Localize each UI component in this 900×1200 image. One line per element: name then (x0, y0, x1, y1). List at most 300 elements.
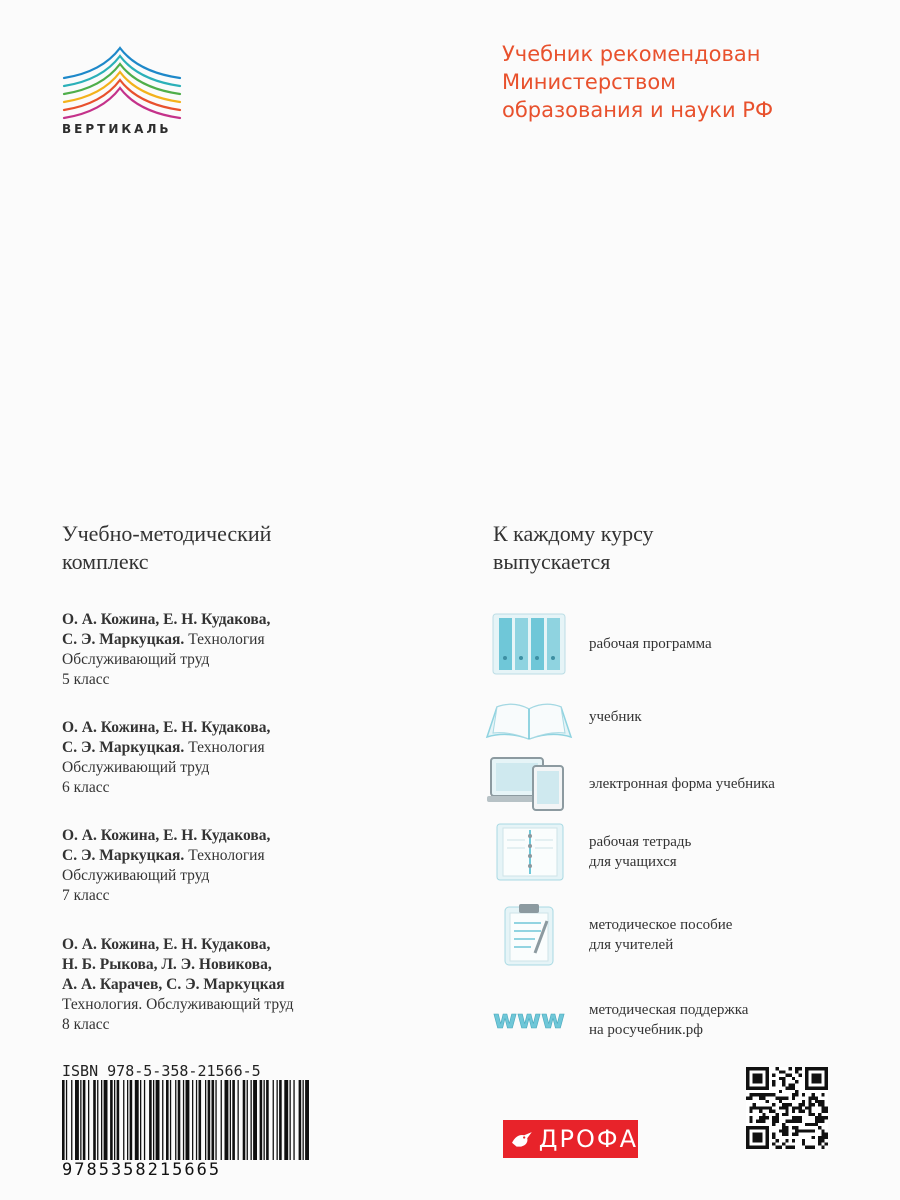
qr-module (776, 1113, 779, 1116)
barcode-bar (230, 1080, 231, 1160)
qr-module (821, 1106, 824, 1109)
qr-module (749, 1110, 752, 1113)
qr-module (798, 1103, 801, 1106)
qr-module (812, 1136, 815, 1139)
qr-module (753, 1093, 756, 1096)
qr-module (772, 1083, 775, 1086)
qr-module (812, 1074, 822, 1084)
product-label-line: на росучебник.рф (589, 1022, 703, 1038)
qr-module (808, 1113, 811, 1116)
qr-module (795, 1116, 798, 1119)
qr-module (818, 1139, 821, 1142)
qr-module (825, 1133, 828, 1136)
qr-module (769, 1093, 772, 1096)
qr-module (795, 1126, 798, 1129)
barcode-bar (284, 1080, 288, 1160)
qr-module (825, 1116, 828, 1119)
vertikal-logo-text: ВЕРТИКАЛЬ (62, 122, 172, 136)
qr-module (795, 1070, 798, 1073)
qr-module (825, 1142, 828, 1145)
barcode-bar (66, 1080, 67, 1160)
binders-icon (483, 612, 575, 676)
barcode-bar (303, 1080, 304, 1160)
product-label: электронная форма учебника (589, 776, 775, 792)
barcode-bar (212, 1080, 215, 1160)
qr-module (785, 1103, 788, 1106)
barcode-bar (83, 1080, 86, 1160)
qr-module (772, 1142, 775, 1145)
course-grade: 6 класс (62, 779, 110, 796)
qr-module (821, 1129, 824, 1132)
course-subject: Технология (188, 847, 265, 864)
product-online-support (483, 988, 843, 1052)
course-grade-6 (62, 718, 270, 798)
qr-module (779, 1077, 782, 1080)
qr-module (769, 1110, 772, 1113)
course-grade-5 (62, 610, 270, 690)
qr-module (749, 1116, 752, 1119)
qr-module (772, 1103, 775, 1106)
qr-module (759, 1093, 762, 1096)
publisher-name: ДРОФА (538, 1125, 638, 1153)
bird-icon (509, 1122, 535, 1156)
qr-module (815, 1119, 818, 1122)
qr-module (779, 1070, 782, 1073)
barcode-bar (80, 1080, 81, 1160)
qr-module (785, 1097, 788, 1100)
qr-module (789, 1119, 792, 1122)
qr-module (785, 1106, 788, 1109)
www-icon-text: www (492, 1005, 566, 1035)
qr-module (772, 1074, 775, 1077)
qr-module (756, 1119, 759, 1122)
barcode-bar (277, 1080, 278, 1160)
qr-module (802, 1129, 805, 1132)
barcode-bar (205, 1080, 206, 1160)
qr-module (753, 1106, 756, 1109)
barcode-bar (127, 1080, 128, 1160)
qr-module (818, 1113, 821, 1116)
course-subtitle: Технология. Обслуживающий труд (62, 996, 294, 1013)
qr-module (795, 1090, 798, 1093)
barcode-bar (153, 1080, 154, 1160)
isbn-label: ISBN 978-5-358-21566-5 (62, 1062, 261, 1080)
recommendation-line: Учебник рекомендован (502, 42, 761, 66)
qr-module (789, 1146, 792, 1149)
qr-module (792, 1106, 795, 1109)
qr-module (821, 1139, 824, 1142)
barcode-bar (71, 1080, 72, 1160)
qr-module (818, 1103, 821, 1106)
qr-module (805, 1106, 808, 1109)
barcode-bar (243, 1080, 246, 1160)
recommendation-line: образования и науки РФ (502, 98, 774, 122)
qr-module (785, 1133, 788, 1136)
qr-module (821, 1119, 824, 1122)
umk-title-line: Учебно-методический (62, 521, 272, 546)
qr-module (812, 1123, 815, 1126)
product-e-textbook (483, 752, 843, 816)
qr-module (753, 1074, 763, 1084)
barcode-bar (75, 1080, 79, 1160)
qr-module (756, 1106, 759, 1109)
qr-module (762, 1113, 765, 1116)
qr-module (798, 1067, 801, 1070)
barcode-bar (251, 1080, 252, 1160)
qr-module (815, 1123, 818, 1126)
qr-module (762, 1093, 765, 1096)
qr-module (808, 1110, 811, 1113)
product-teacher-guide (483, 903, 843, 967)
course-authors: Н. Б. Рыкова, Л. Э. Новикова, (62, 956, 272, 973)
qr-module (785, 1126, 788, 1129)
qr-module (782, 1133, 785, 1136)
qr-module (782, 1142, 785, 1145)
qr-module (779, 1097, 782, 1100)
barcode-bar (305, 1080, 309, 1160)
qr-module (798, 1129, 801, 1132)
qr-module (812, 1097, 815, 1100)
course-subject: Технология (188, 631, 265, 648)
qr-module (789, 1083, 792, 1086)
qr-code-icon (746, 1067, 828, 1149)
barcode-bar (221, 1080, 222, 1160)
qr-module (772, 1080, 775, 1083)
course-grade: 7 класс (62, 887, 110, 904)
barcode-bar (62, 1080, 65, 1160)
qr-module (759, 1119, 762, 1122)
qr-module (772, 1093, 775, 1096)
qr-module (805, 1123, 808, 1126)
qr-module (815, 1097, 818, 1100)
qr-module (798, 1116, 801, 1119)
barcode-bar (266, 1080, 269, 1160)
qr-module (792, 1139, 795, 1142)
qr-module (818, 1136, 821, 1139)
qr-module (759, 1106, 762, 1109)
qr-module (818, 1116, 821, 1119)
product-label (589, 915, 732, 955)
qr-module (782, 1113, 785, 1116)
product-label (589, 832, 691, 872)
qr-module (821, 1133, 824, 1136)
barcode-bar (149, 1080, 152, 1160)
qr-module (821, 1093, 824, 1096)
qr-module (785, 1119, 788, 1122)
qr-module (789, 1103, 792, 1106)
qr-module (782, 1123, 785, 1126)
qr-module (779, 1129, 782, 1132)
qr-module (802, 1103, 805, 1106)
product-label: рабочая программа (589, 636, 712, 652)
barcode-bar (110, 1080, 113, 1160)
qr-module (798, 1119, 801, 1122)
umk-title-line: комплекс (62, 549, 149, 574)
qr-module (825, 1106, 828, 1109)
qr-module (795, 1133, 798, 1136)
qr-module (772, 1123, 775, 1126)
barcode-bar (162, 1080, 163, 1160)
qr-module (792, 1133, 795, 1136)
qr-module (812, 1113, 815, 1116)
www-icon (483, 988, 575, 1052)
course-authors: С. Э. Маркуцкая. (62, 847, 185, 864)
qr-module (792, 1126, 795, 1129)
qr-module (795, 1067, 798, 1070)
qr-module (808, 1103, 811, 1106)
qr-module (779, 1106, 782, 1109)
barcode-bar (156, 1080, 160, 1160)
course-authors: О. А. Кожина, Е. Н. Кудакова, (62, 719, 271, 736)
qr-module (792, 1093, 795, 1096)
qr-module (782, 1129, 785, 1132)
qr-module (795, 1093, 798, 1096)
qr-module (805, 1129, 808, 1132)
qr-module (785, 1139, 788, 1142)
qr-module (808, 1123, 811, 1126)
qr-module (749, 1093, 752, 1096)
course-authors: О. А. Кожина, Е. Н. Кудакова, (62, 827, 271, 844)
qr-module (798, 1074, 801, 1077)
qr-module (749, 1097, 752, 1100)
qr-module (782, 1103, 785, 1106)
qr-module (772, 1133, 775, 1136)
course-subject: Технология (188, 739, 265, 756)
product-label: учебник (589, 709, 642, 725)
qr-module (785, 1113, 788, 1116)
barcode-bar (101, 1080, 102, 1160)
barcode-bar (192, 1080, 193, 1160)
barcode-bar (166, 1080, 169, 1160)
qr-module (779, 1146, 782, 1149)
qr-module (776, 1139, 779, 1142)
qr-module (766, 1106, 769, 1109)
qr-module (759, 1110, 762, 1113)
barcode-bar (293, 1080, 294, 1160)
qr-module (821, 1136, 824, 1139)
qr-module (812, 1103, 815, 1106)
publisher-logo (503, 1120, 638, 1158)
qr-module (808, 1129, 811, 1132)
qr-module (792, 1097, 795, 1100)
qr-module (798, 1110, 801, 1113)
barcode-bar (104, 1080, 108, 1160)
qr-module (776, 1146, 779, 1149)
barcode-bar (130, 1080, 133, 1160)
qr-module (762, 1119, 765, 1122)
product-label-line: рабочая тетрадь (589, 834, 692, 850)
barcode-bar (208, 1080, 211, 1160)
qr-module (789, 1087, 792, 1090)
qr-module (812, 1129, 815, 1132)
barcode-bar (123, 1080, 124, 1160)
course-grade: 5 класс (62, 671, 110, 688)
qr-module (776, 1119, 779, 1122)
barcode-bar (135, 1080, 139, 1160)
barcode-bar (186, 1080, 190, 1160)
qr-module (782, 1106, 785, 1109)
qr-module (782, 1077, 785, 1080)
barcode-bar (144, 1080, 145, 1160)
product-label-line: для учителей (589, 937, 674, 953)
qr-module (802, 1142, 805, 1145)
devices-icon (483, 752, 575, 816)
qr-module (792, 1146, 795, 1149)
barcode-bar (290, 1080, 291, 1160)
qr-module (818, 1100, 821, 1103)
barcode-bar (279, 1080, 282, 1160)
qr-module (795, 1129, 798, 1132)
qr-module (762, 1116, 765, 1119)
qr-module (776, 1067, 779, 1070)
barcode-bar (175, 1080, 176, 1160)
qr-module (769, 1106, 772, 1109)
qr-module (779, 1090, 782, 1093)
qr-module (792, 1110, 795, 1113)
qr-module (782, 1080, 785, 1083)
qr-module (749, 1119, 752, 1122)
qr-module (802, 1139, 805, 1142)
barcode-bar (253, 1080, 257, 1160)
ministry-recommendation (502, 40, 773, 124)
qr-module (762, 1106, 765, 1109)
qr-module (779, 1100, 782, 1103)
qr-module (766, 1093, 769, 1096)
qr-module (753, 1133, 763, 1143)
qr-module (812, 1146, 815, 1149)
qr-module (795, 1119, 798, 1122)
qr-module (772, 1116, 775, 1119)
qr-module (821, 1116, 824, 1119)
barcode-bar (178, 1080, 181, 1160)
barcode-bar (273, 1080, 274, 1160)
qr-module (772, 1110, 775, 1113)
barcode-bar (260, 1080, 263, 1160)
course-grade: 8 класс (62, 1016, 110, 1033)
qr-module (766, 1116, 769, 1119)
barcode-bar (170, 1080, 171, 1160)
barcode-bar (238, 1080, 239, 1160)
qr-module (821, 1103, 824, 1106)
barcode-bar (97, 1080, 98, 1160)
barcode-bar (196, 1080, 197, 1160)
qr-module (785, 1074, 788, 1077)
workbook-icon (483, 820, 575, 884)
product-label-line: методическое пособие (589, 917, 733, 933)
qr-module (792, 1119, 795, 1122)
product-label (589, 1000, 748, 1040)
barcode-bar (117, 1080, 120, 1160)
qr-module (776, 1116, 779, 1119)
barcode-bar (215, 1080, 216, 1160)
qr-module (812, 1093, 815, 1096)
barcode-bar (93, 1080, 96, 1160)
qr-module (756, 1093, 759, 1096)
qr-module (762, 1097, 765, 1100)
barcode-bar (225, 1080, 229, 1160)
qr-module (746, 1097, 749, 1100)
qr-module (818, 1142, 821, 1145)
clipboard-icon (483, 903, 575, 967)
qr-module (815, 1116, 818, 1119)
qr-module (759, 1097, 762, 1100)
barcode-bar (183, 1080, 184, 1160)
qr-module (802, 1110, 805, 1113)
course-authors: О. А. Кожина, Е. Н. Кудакова, (62, 611, 271, 628)
qr-module (795, 1106, 798, 1109)
qr-module (776, 1097, 779, 1100)
qr-module (821, 1100, 824, 1103)
course-authors: А. А. Карачев, С. Э. Маркуцкая (62, 976, 285, 993)
qr-module (789, 1074, 792, 1077)
recommendation-line: Министерством (502, 70, 677, 94)
qr-module (808, 1100, 811, 1103)
qr-module (749, 1106, 752, 1109)
qr-module (805, 1146, 808, 1149)
qr-module (802, 1100, 805, 1103)
qr-module (792, 1083, 795, 1086)
product-label-line: для учащихся (589, 854, 677, 870)
qr-module (782, 1097, 785, 1100)
barcode-bar (247, 1080, 248, 1160)
product-label-line: методическая поддержка (589, 1002, 749, 1018)
umk-title (62, 520, 271, 576)
barcode-bar (114, 1080, 115, 1160)
course-subtitle: Обслуживающий труд (62, 651, 210, 668)
qr-module (785, 1110, 788, 1113)
qr-module (782, 1126, 785, 1129)
course-authors: О. А. Кожина, Е. Н. Кудакова, (62, 936, 271, 953)
qr-module (798, 1106, 801, 1109)
product-textbook (483, 685, 843, 749)
qr-module (766, 1100, 769, 1103)
qr-module (808, 1097, 811, 1100)
qr-module (792, 1116, 795, 1119)
barcode-bar (88, 1080, 89, 1160)
qr-module (789, 1067, 792, 1070)
qr-module (792, 1077, 795, 1080)
qr-module (772, 1119, 775, 1122)
qr-module (808, 1106, 811, 1109)
qr-module (821, 1146, 824, 1149)
qr-module (759, 1116, 762, 1119)
barcode-digits: 9785358215665 (62, 1160, 225, 1180)
course-subtitle: Обслуживающий труд (62, 759, 210, 776)
qr-module (782, 1070, 785, 1073)
qr-module (792, 1087, 795, 1090)
product-work-program (483, 612, 843, 676)
product-workbook (483, 820, 843, 884)
barcode-bar (199, 1080, 202, 1160)
qr-module (802, 1093, 805, 1096)
qr-module (772, 1136, 775, 1139)
course-grade-7 (62, 826, 270, 906)
qr-module (753, 1103, 756, 1106)
qr-module (785, 1087, 788, 1090)
barcode-bar (232, 1080, 235, 1160)
open-book-icon (483, 685, 575, 749)
qr-module (818, 1126, 821, 1129)
qr-module (795, 1080, 798, 1083)
barcode-bar (264, 1080, 265, 1160)
qr-module (808, 1146, 811, 1149)
products-title-line: К каждому курсу (493, 521, 654, 546)
barcode-bar (140, 1080, 141, 1160)
products-title (493, 520, 654, 576)
course-subtitle: Обслуживающий труд (62, 867, 210, 884)
qr-module (825, 1110, 828, 1113)
qr-module (815, 1100, 818, 1103)
